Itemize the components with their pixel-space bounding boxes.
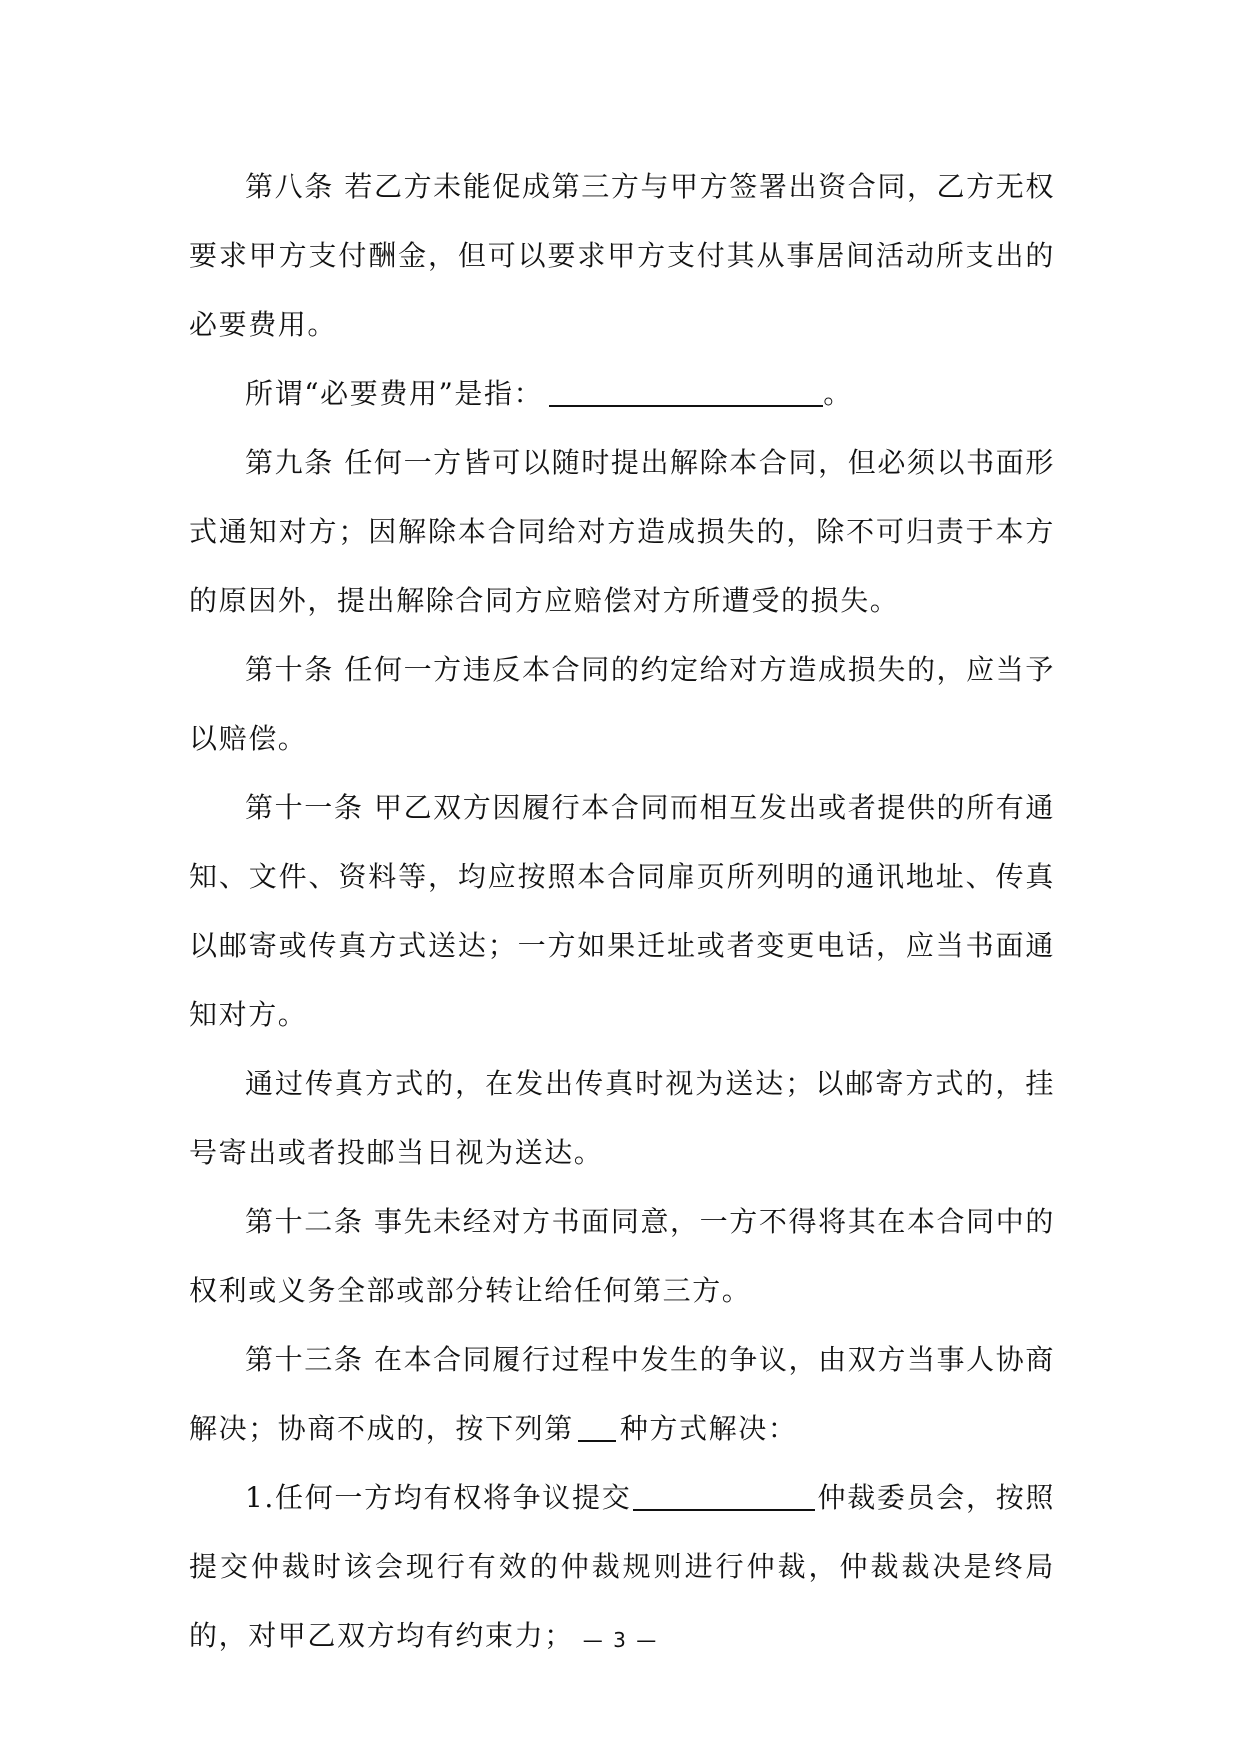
option-1-end: 仲裁委员会，按照提交仲裁时该会现行有效的仲裁规则进行仲裁，仲裁裁决是终局的，对甲乙双方均有约束力； bbox=[189, 1481, 1055, 1652]
clause-13-end: 种方式解决： bbox=[619, 1412, 798, 1445]
arbitration-commission-blank bbox=[633, 1483, 815, 1511]
clause-11-paragraph: 第十一条 甲乙双方因履行本合同而相互发出或者提供的所有通知、文件、资料等，均应按照本合同扉页所列明的通讯地址、传真以邮寄或传真方式送达；一方如果迁址或者变更电话，应当书面通知对方。 bbox=[189, 791, 1055, 1031]
option-1-text: 1.任何一方均有权将争议提交 bbox=[245, 1481, 632, 1514]
document-body bbox=[189, 152, 1055, 1670]
clause-13-text: 第十三条 在本合同履行过程中发生的争议，由双方当事人协商解决；协商不成的，按下列第 bbox=[189, 1343, 1055, 1445]
page-number: — 3 — bbox=[582, 1628, 659, 1652]
clause-8-note-end: 。 bbox=[823, 377, 853, 410]
delivery-rule-paragraph: 通过传真方式的，在发出传真时视为送达；以邮寄方式的，挂号寄出或者投邮当日视为送达。 bbox=[189, 1067, 1055, 1169]
clause-12-paragraph: 第十二条 事先未经对方书面同意，一方不得将其在本合同中的权利或义务全部或部分转让给任何第三方。 bbox=[189, 1205, 1055, 1307]
clause-13-paragraph bbox=[189, 1325, 1055, 1463]
clause-8-note-paragraph bbox=[189, 359, 1055, 428]
clause-9-paragraph: 第九条 任何一方皆可以随时提出解除本合同，但必须以书面形式通知对方；因解除本合同给对方造成损失的，除不可归责于本方的原因外，提出解除合同方应赔偿对方所遭受的损失。 bbox=[189, 446, 1055, 617]
clause-10-paragraph: 第十条 任何一方违反本合同的约定给对方造成损失的，应当予以赔偿。 bbox=[189, 653, 1055, 755]
clause-8-paragraph: 第八条 若乙方未能促成第三方与甲方签署出资合同，乙方无权要求甲方支付酬金，但可以要求甲方支付其从事居间活动所支出的必要费用。 bbox=[189, 170, 1055, 341]
clause-8-note-text: 所谓“必要费用”是指： bbox=[245, 377, 544, 410]
necessary-expenses-blank bbox=[549, 379, 823, 407]
resolution-method-blank bbox=[578, 1414, 616, 1442]
